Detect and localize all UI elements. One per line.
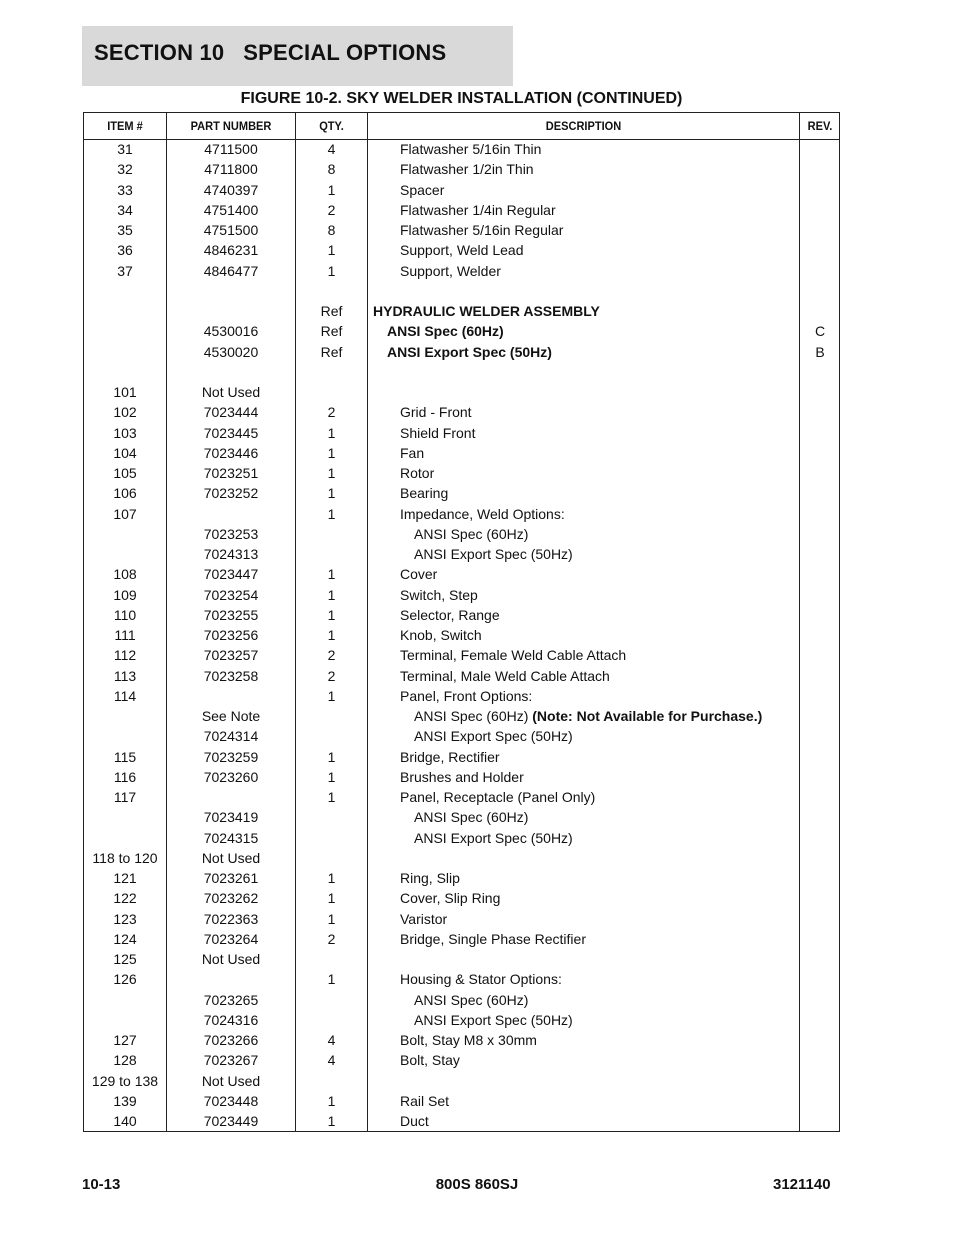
part-number: 7023419	[203, 809, 259, 826]
description-text: ANSI Spec (60Hz)	[414, 809, 529, 826]
item-number: 102	[113, 404, 137, 421]
description	[400, 504, 565, 524]
table-row	[84, 645, 839, 665]
table-row	[84, 504, 839, 524]
description-text: Bridge, Rectifier	[400, 748, 500, 765]
part-number: 7023260	[203, 768, 259, 785]
part-number: 4711800	[204, 161, 258, 178]
item-number: 34	[117, 201, 133, 218]
description-text: Cover	[400, 566, 438, 583]
quantity: 2	[327, 667, 336, 684]
table-row	[84, 909, 839, 929]
part-number: 7023255	[203, 606, 259, 623]
description-text: Bolt, Stay	[400, 1052, 460, 1069]
description	[400, 645, 626, 665]
part-number: Not Used	[201, 384, 261, 400]
part-number: 4530020	[203, 343, 259, 360]
part-number: See Note	[201, 708, 261, 724]
quantity: 1	[327, 627, 336, 643]
part-number: 7023445	[203, 424, 259, 441]
description	[373, 301, 600, 321]
description-text: Ring, Slip	[400, 870, 460, 886]
item-number: 116	[113, 768, 137, 785]
description-text: ANSI Spec (60Hz)	[414, 708, 533, 724]
description-text: Shield Front	[400, 424, 476, 441]
table-row	[84, 362, 839, 382]
parts-table	[83, 112, 840, 1132]
revision: B	[815, 343, 825, 360]
quantity: 1	[327, 444, 336, 461]
quantity: 1	[327, 566, 336, 583]
table-row	[84, 200, 839, 220]
part-number: 4711500	[204, 141, 258, 157]
part-number: 4751400	[203, 201, 259, 218]
description	[400, 423, 475, 443]
part-number: 7022363	[203, 910, 259, 927]
part-number: 7023447	[203, 566, 259, 583]
figure-title: FIGURE 10-2. SKY WELDER INSTALLATION (CONTINUED)	[240, 90, 683, 107]
description	[400, 402, 472, 422]
description	[400, 240, 524, 260]
part-number: 7024315	[203, 829, 259, 846]
item-number: 103	[113, 424, 137, 441]
part-number: 7024316	[203, 1011, 259, 1028]
part-number: 7023254	[203, 586, 259, 603]
description-text: ANSI Spec (60Hz)	[414, 525, 529, 542]
part-number: 4846231	[203, 242, 259, 259]
description-note: (Note: Not Available for Purchase.)	[532, 708, 763, 724]
description	[414, 1010, 573, 1030]
table-row	[84, 666, 839, 686]
item-number: 110	[113, 606, 137, 623]
description-text: Cover, Slip Ring	[400, 890, 501, 907]
part-number: Not Used	[201, 1072, 261, 1089]
table-row	[84, 342, 839, 362]
description	[400, 909, 447, 929]
table-row	[84, 463, 839, 483]
table-row	[84, 848, 839, 868]
item-number: 127	[113, 1032, 137, 1048]
table-row	[84, 807, 839, 827]
item-number: 140	[113, 1113, 137, 1129]
description	[400, 787, 595, 807]
description	[414, 828, 573, 848]
item-number: 139	[113, 1092, 137, 1109]
item-number: 113	[113, 667, 137, 684]
table-row	[84, 321, 839, 341]
table-row	[84, 1010, 839, 1030]
section-banner	[82, 26, 513, 86]
part-number: 7023265	[203, 991, 259, 1008]
description-text: Terminal, Female Weld Cable Attach	[400, 647, 627, 664]
item-number: 128	[113, 1052, 137, 1069]
table-row	[84, 828, 839, 848]
description-text: Terminal, Male Weld Cable Attach	[400, 667, 610, 684]
item-number: 105	[113, 465, 137, 481]
description	[387, 321, 504, 341]
description	[400, 261, 501, 281]
description-text: ANSI Spec (60Hz)	[387, 323, 504, 340]
part-number: 7023257	[203, 647, 259, 664]
item-number: 115	[113, 748, 137, 765]
description-text: HYDRAULIC WELDER ASSEMBLY	[373, 303, 600, 319]
item-number: 35	[117, 222, 133, 238]
quantity: Ref	[320, 303, 343, 319]
description-text: Varistor	[400, 910, 448, 927]
part-number: 4740397	[203, 181, 259, 198]
description	[414, 706, 762, 726]
description	[400, 686, 532, 706]
part-number: 7023262	[203, 890, 259, 907]
description-text: Support, Weld Lead	[400, 242, 524, 259]
description	[400, 180, 444, 200]
part-number: 7023251	[203, 465, 259, 481]
description	[400, 666, 610, 686]
table-row	[84, 686, 839, 706]
table-row	[84, 625, 839, 645]
description-text: Duct	[400, 1113, 429, 1129]
item-number: 118 to 120	[92, 849, 158, 866]
quantity: 2	[327, 404, 336, 421]
description-text: Flatwasher 5/16in Regular	[400, 222, 564, 238]
description-text: Rotor	[400, 465, 435, 481]
part-number: 7023266	[203, 1032, 259, 1048]
quantity: 2	[327, 201, 336, 218]
quantity: 1	[327, 606, 336, 623]
quantity: 1	[327, 687, 336, 704]
description	[400, 767, 524, 787]
part-number: 4751500	[203, 222, 259, 238]
quantity: 1	[327, 910, 336, 927]
column-header-part-number: PART NUMBER	[190, 119, 272, 133]
table-row	[84, 747, 839, 767]
quantity: 4	[327, 1052, 336, 1069]
quantity: 1	[327, 789, 336, 805]
quantity: 1	[327, 971, 336, 988]
table-row	[84, 969, 839, 989]
description-text: Panel, Front Options:	[400, 687, 533, 704]
quantity: 1	[327, 1092, 336, 1109]
table-row	[84, 402, 839, 422]
description	[400, 463, 434, 483]
quantity: 1	[327, 748, 336, 765]
table-row	[84, 1091, 839, 1111]
quantity: 1	[327, 242, 336, 259]
description-text: Switch, Step	[400, 586, 478, 603]
part-number: 4846477	[203, 262, 259, 279]
table-row	[84, 220, 839, 240]
description-text: Rail Set	[400, 1092, 450, 1109]
item-number: 36	[117, 242, 133, 259]
quantity: 4	[327, 141, 336, 157]
part-number: 7023267	[203, 1052, 259, 1069]
description-text: Fan	[400, 444, 425, 461]
table-row	[84, 990, 839, 1010]
table-row	[84, 605, 839, 625]
table-row	[84, 261, 839, 281]
table-row	[84, 1071, 839, 1091]
item-number: 122	[113, 890, 137, 907]
item-number: 121	[113, 870, 137, 886]
column-header-qty: QTY.	[319, 119, 344, 133]
description	[400, 929, 586, 949]
item-number: 126	[113, 971, 137, 988]
revision: C	[814, 323, 826, 340]
part-number: 7023256	[203, 627, 259, 643]
description-text: Selector, Range	[400, 606, 500, 623]
page-number: 10-13	[82, 1176, 121, 1193]
description	[400, 1111, 429, 1131]
part-number: 7023444	[203, 404, 259, 421]
description	[414, 544, 573, 564]
table-row	[84, 1050, 839, 1070]
description	[414, 807, 528, 827]
table-row	[84, 787, 839, 807]
item-number: 108	[113, 566, 137, 583]
description	[400, 605, 500, 625]
quantity: 2	[327, 647, 336, 664]
item-number: 107	[113, 505, 137, 522]
table-row	[84, 564, 839, 584]
table-row	[84, 726, 839, 746]
description	[400, 1050, 460, 1070]
quantity: 1	[327, 485, 336, 502]
section-title: SECTION 10 SPECIAL OPTIONS	[94, 40, 447, 65]
quantity: 1	[327, 181, 336, 198]
table-row	[84, 949, 839, 969]
item-number: 129 to 138	[91, 1072, 159, 1089]
table-row	[84, 888, 839, 908]
column-header-item: ITEM #	[107, 119, 143, 133]
description	[400, 159, 534, 179]
item-number: 123	[113, 910, 137, 927]
item-number: 37	[117, 262, 133, 279]
quantity: 1	[327, 465, 336, 481]
item-number: 111	[114, 627, 136, 643]
quantity: 1	[327, 870, 336, 886]
column-header-description: DESCRIPTION	[545, 119, 622, 133]
part-number: 7023446	[203, 444, 259, 461]
quantity: Ref	[320, 343, 343, 360]
quantity: 1	[327, 890, 336, 907]
table-row	[84, 443, 839, 463]
description	[400, 888, 500, 908]
part-number: 7023258	[203, 667, 259, 684]
description-text: ANSI Spec (60Hz)	[414, 991, 529, 1008]
quantity: 1	[327, 1113, 336, 1129]
part-number: 7023252	[203, 485, 259, 502]
part-number: 7023449	[203, 1113, 259, 1129]
description	[414, 524, 528, 544]
description-text: Impedance, Weld Options:	[400, 505, 565, 522]
part-number: 7024313	[203, 546, 259, 562]
description	[414, 990, 528, 1010]
part-number: 7023261	[203, 870, 259, 886]
description-text: ANSI Export Spec (50Hz)	[387, 343, 552, 360]
item-number: 101	[113, 384, 137, 400]
description-text: Spacer	[400, 181, 445, 198]
quantity: 1	[327, 424, 336, 441]
item-number: 124	[113, 930, 137, 947]
quantity: 1	[327, 262, 336, 279]
quantity: 8	[327, 161, 336, 178]
table-row	[84, 240, 839, 260]
description	[400, 747, 500, 767]
description	[414, 726, 573, 746]
part-number: 7024314	[203, 728, 259, 745]
table-row	[84, 301, 839, 321]
description-text: Housing & Stator Options:	[400, 971, 562, 988]
table-row	[84, 524, 839, 544]
item-number: 32	[117, 161, 133, 178]
item-number: 109	[113, 586, 137, 603]
description-text: Brushes and Holder	[400, 768, 524, 785]
description-text: Panel, Receptacle (Panel Only)	[400, 789, 596, 805]
table-row	[84, 585, 839, 605]
description-text: Support, Welder	[400, 262, 501, 279]
description-text: Knob, Switch	[400, 627, 482, 643]
description	[400, 139, 541, 159]
item-number: 125	[113, 951, 137, 967]
description	[400, 443, 424, 463]
part-number: 7023264	[203, 930, 259, 947]
quantity: 1	[327, 768, 336, 785]
description-text: ANSI Export Spec (50Hz)	[414, 728, 573, 745]
table-row	[84, 767, 839, 787]
table-row	[84, 929, 839, 949]
table-row	[84, 139, 839, 159]
item-number: 114	[113, 687, 137, 704]
description-text: Bolt, Stay M8 x 30mm	[400, 1032, 537, 1048]
table-row	[84, 1111, 839, 1131]
description	[400, 564, 437, 584]
description-text: Bridge, Single Phase Rectifier	[400, 930, 586, 947]
quantity: 1	[327, 586, 336, 603]
description-text: Bearing	[400, 485, 449, 502]
table-row	[84, 1030, 839, 1050]
description	[400, 483, 448, 503]
table-row	[84, 423, 839, 443]
table-row	[84, 180, 839, 200]
description-text: Grid - Front	[400, 404, 472, 421]
document-number: 3121140	[773, 1176, 831, 1193]
part-number: 7023253	[203, 525, 259, 542]
column-header-rev: REV.	[807, 119, 833, 133]
item-number: 117	[113, 789, 137, 805]
table-row	[84, 706, 839, 726]
description	[400, 1030, 537, 1050]
item-number: 106	[113, 485, 137, 502]
table-row	[84, 544, 839, 564]
description	[400, 868, 460, 888]
description-text: Flatwasher 5/16in Thin	[400, 141, 542, 157]
quantity: Ref	[320, 323, 343, 340]
table-body	[84, 139, 839, 1131]
description	[400, 220, 563, 240]
description	[387, 342, 552, 362]
description	[400, 585, 478, 605]
description	[400, 625, 482, 645]
description-text: ANSI Export Spec (50Hz)	[414, 546, 573, 562]
description	[400, 1091, 449, 1111]
item-number: 33	[117, 181, 133, 198]
item-number: 31	[117, 141, 133, 157]
table-row	[84, 483, 839, 503]
item-number: 112	[113, 647, 137, 664]
quantity: 8	[327, 222, 336, 238]
description-text: Flatwasher 1/2in Thin	[400, 161, 534, 178]
table-row	[84, 382, 839, 402]
table-row	[84, 159, 839, 179]
table-row	[84, 868, 839, 888]
model-name: 800S 860SJ	[435, 1176, 519, 1193]
description-text: ANSI Export Spec (50Hz)	[414, 1011, 573, 1028]
description-text: ANSI Export Spec (50Hz)	[414, 829, 573, 846]
part-number: Not Used	[201, 849, 261, 866]
part-number: 7023259	[203, 748, 259, 765]
table-row	[84, 281, 839, 301]
part-number: Not Used	[201, 951, 261, 967]
item-number: 104	[113, 444, 137, 461]
description	[400, 200, 556, 220]
description-text: Flatwasher 1/4in Regular	[400, 201, 556, 218]
part-number: 4530016	[203, 323, 259, 340]
part-number: 7023448	[203, 1092, 259, 1109]
description	[400, 969, 562, 989]
quantity: 4	[327, 1032, 336, 1048]
quantity: 2	[327, 930, 336, 947]
quantity: 1	[327, 505, 336, 522]
